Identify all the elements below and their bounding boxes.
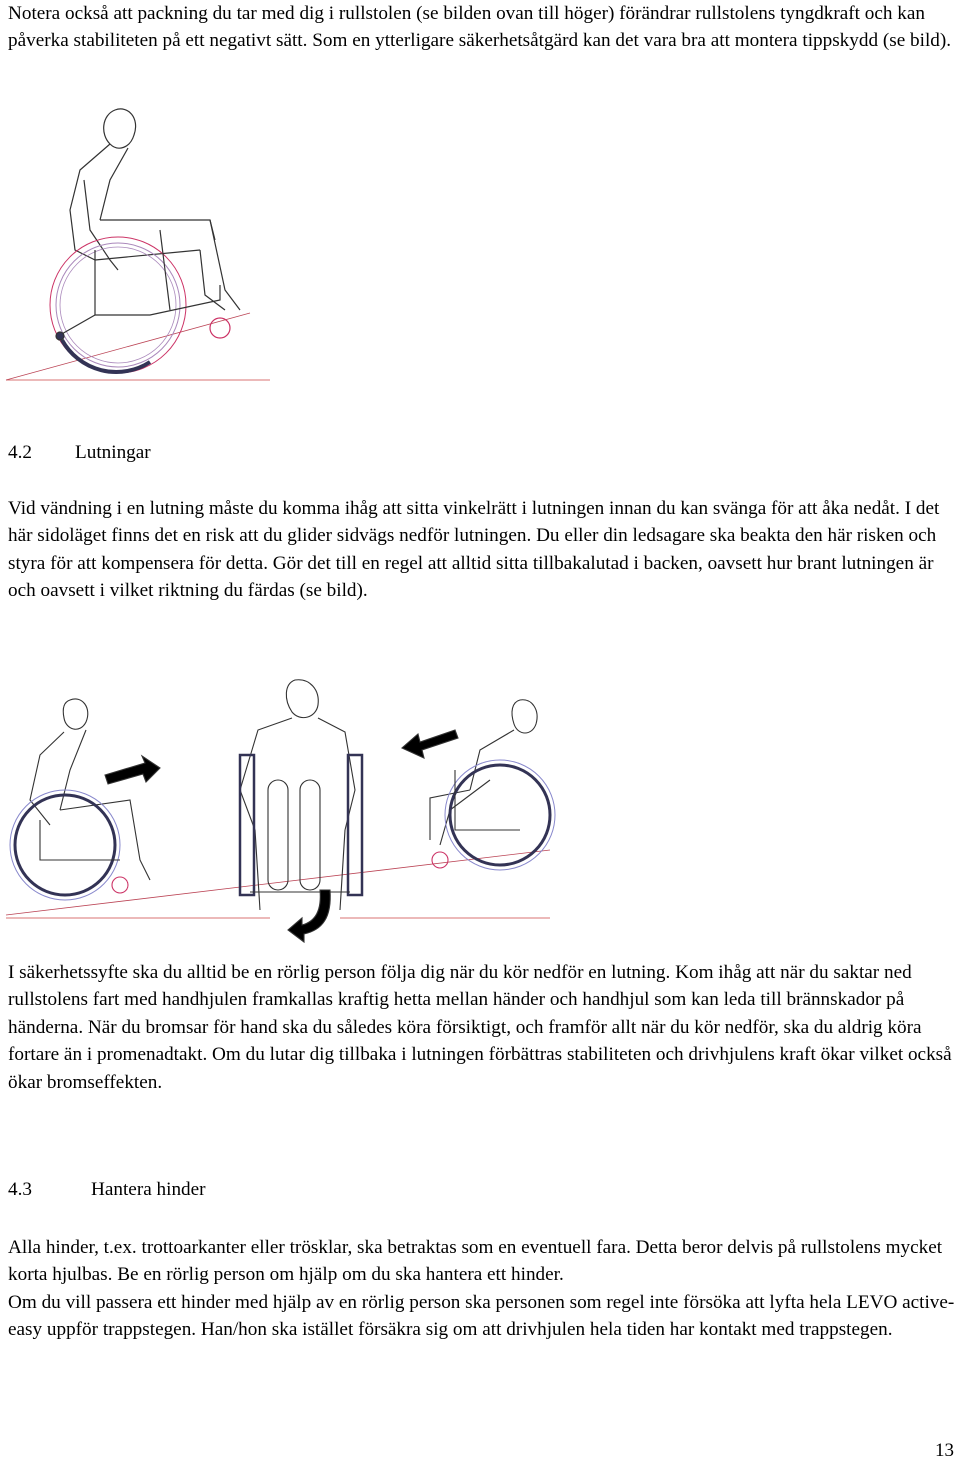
section-heading-4-2	[8, 442, 151, 464]
page-number: 13	[935, 1440, 954, 1461]
safety-paragraph: I säkerhetssyfte ska du alltid be en rörlig person följa dig när du kör nedför en lutning. Kom ihåg att när du saktar ned rullstolens fart med handhjulen framkallas kraftig hetta mellan händer och handhjul som kan leda till brännskador på händerna. När du bromsar för hand ska du således köra försiktigt, och framför allt när du kör nedför, ska du aldrig köra fortare än i promenadtakt. Om du lutar dig tillbaka i lutningen förbättras stabiliteten och drivhjulens kraft ökar vilket också ökar bromseffekten.	[8, 962, 952, 1093]
intro-paragraph: Notera också att packning du tar med dig i rullstolen (se bilden ovan till höger) förändrar rullstolens tyngdkraft och kan påverka stabiliteten på ett negativt sätt. Som en ytterligare säkerhetsåtgärd kan det vara bra att montera tippskydd (se bild).	[8, 3, 952, 52]
section-4-3-body-1: Alla hinder, t.ex. trottoarkanter eller trösklar, ska betraktas som en eventuell fara. Detta beror delvis på rullstolens mycket korta hjulbas. Be en rörlig person om hjälp om du ska hantera ett hinder.	[8, 1237, 943, 1286]
section-4-3-body-2: Om du vill passera ett hinder med hjälp av en rörlig person ska personen som regel inte försöka att lyfta hela LEVO active-easy uppför trappstegen. Han/hon ska istället försäkra sig om att drivhjulen hela tiden har kontakt med trappstegen.	[8, 1292, 955, 1341]
section-number: 4.3	[8, 1179, 32, 1200]
section-4-2-body: Vid vändning i en lutning måste du komma ihåg att sitta vinkelrätt i lutningen innan du kan svänga för att åka nedåt. I det här sidoläget finns det en risk att du glider sidvägs nedför lutningen. Du eller din ledsagare ska beakta den här risken och styra för att kompensera för detta. Gör det till en regel att alltid sitta tillbakalutad i backen, oavsett hur brant lutningen är och oavsett i vilket riktning du färdas (se bild).	[8, 498, 940, 602]
section-title: Hantera hinder	[91, 1179, 206, 1200]
section-title: Lutningar	[75, 442, 151, 463]
section-number: 4.2	[8, 442, 32, 463]
section-heading-4-3	[8, 1179, 206, 1201]
slope-positions-illustration	[0, 660, 560, 940]
wheelchair-slope-illustration	[0, 100, 280, 390]
